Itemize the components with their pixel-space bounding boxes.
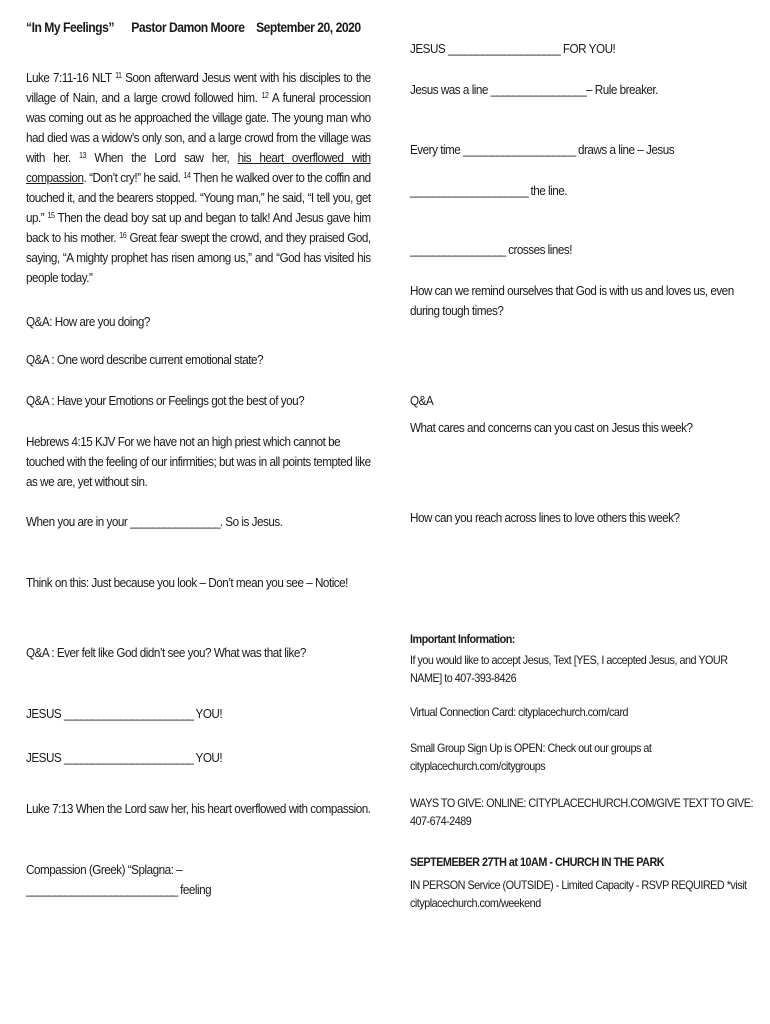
scripture-passage [26,68,371,288]
fill-in-blank: _____________________ [410,183,528,198]
jesus-was-a-line [410,80,755,100]
qa-how-are-you: Q&A: How are you doing? [26,314,150,329]
luke-7-13: Luke 7:13 When the Lord saw her, his heart overflowed with compassion. [26,801,371,816]
jesus-word: JESUS [26,750,62,765]
verse-number: 13 [79,151,87,160]
info-accept-jesus: If you would like to accept Jesus, Text [YES, I accepted Jesus, and YOUR NAME] to 407-393-8426 [410,653,728,685]
verse-text: When the Lord saw her, [94,150,230,165]
verse-text: Soon afterward Jesus went with his disciples to the village of Nain, and a large crowd followed him. [26,70,371,105]
line-text: Jesus was a line [410,82,488,97]
fill-in-blank: ____________________ [463,142,576,157]
the-line-text: the line. [530,183,568,198]
jesus-word: JESUS [410,41,446,56]
you-word: YOU! [195,750,223,765]
draws-text: draws a line – Jesus [577,142,675,157]
cares-question: What cares and concerns can you cast on Jesus this week? [410,420,693,435]
when-text-end: . So is Jesus. [219,514,283,529]
qa-felt-unseen: Q&A : Ever felt like God didn’t see you? What was that like? [26,645,306,660]
fill-in-blank: ____________________ [447,41,561,56]
sermon-date: September 20, 2020 [256,20,361,35]
scripture-ref: Luke 7:11-16 NLT [26,70,112,85]
verse-text: . “Don’t cry!” he said. [83,170,181,185]
for-you-text: FOR YOU! [562,41,616,56]
event-detail: IN PERSON Service (OUTSIDE) - Limited Capacity - RSVP REQUIRED *visit cityplacechurch.com/weekend [410,878,747,910]
verse-text: Then he walked over to the coffin and touched it, and the bearers stopped. “Young man,” he said, “I tell you, get up.” [26,170,371,225]
remind-question: How can we remind ourselves that God is with us and loves us, even during tough times? [410,283,734,318]
sermon-title: “In My Feelings” [26,20,114,35]
jesus-you-line [26,704,371,724]
verse-text: Then the dead boy sat up and began to talk! And Jesus gave him back to his mother. [26,210,371,245]
verse-number: 16 [119,231,127,240]
fill-in-blank: _________________ [410,242,506,257]
jesus-for-you-line [410,39,755,59]
fill-in-blank: ________________ [130,514,220,529]
qa-heading: Q&A [410,393,434,408]
fill-in-blank: ___________________________ [26,882,178,897]
event-heading: SEPTEMEBER 27TH at 10AM - CHURCH IN THE PARK [410,855,665,869]
compassion-blank-line [26,880,371,900]
reach-question: How can you reach across lines to love others this week? [410,510,680,525]
every-time-line [410,140,755,160]
rule-breaker-text: – Rule breaker. [586,82,658,97]
speaker-name: Pastor Damon Moore [131,20,245,35]
you-word: YOU! [195,706,223,721]
verse-number: 15 [47,211,55,220]
crosses-lines-line [410,240,755,260]
verse-number: 11 [115,71,122,80]
fill-in-blank: _______________________ [63,750,193,765]
fill-in-blank: _________________ [490,82,587,97]
verse-number: 12 [261,91,269,100]
jesus-word: JESUS [26,706,62,721]
the-line-line [410,181,755,201]
sermon-header [26,18,371,38]
qa-emotional-state: Q&A : One word describe current emotional state? [26,352,264,367]
when-text: When you are in your [26,514,128,529]
jesus-you-line [26,748,371,768]
info-connection-card: Virtual Connection Card: cityplacechurch.com/card [410,705,629,719]
info-ways-to-give: WAYS TO GIVE: ONLINE: CITYPLACECHURCH.COM/GIVE TEXT TO GIVE: 407-674-2489 [410,796,753,828]
verse-text: A funeral procession was coming out as he approached the village gate. The young man who had died was a widow’s only son, and a large crowd from the village was with her. [26,90,371,165]
underlined-phrase: his heart overflowed with compassion [26,150,371,185]
fill-in-blank: _______________________ [63,706,193,721]
verse-text: Great fear swept the crowd, and they praised God, saying, “A mighty prophet has risen among us,” and “God has visited his people today.” [26,230,371,285]
verse-number: 14 [183,171,191,180]
feeling-word: feeling [180,882,212,897]
qa-emotions: Q&A : Have your Emotions or Feelings got the best of you? [26,393,305,408]
info-heading: Important Information: [410,632,515,646]
every-text: Every time [410,142,461,157]
crosses-text: crosses lines! [508,242,573,257]
info-small-group: Small Group Sign Up is OPEN: Check out our groups at cityplacechurch.com/citygroups [410,741,652,773]
compassion-greek: Compassion (Greek) “Splagna: – [26,862,183,877]
hebrews-verse: Hebrews 4:15 KJV For we have not an high priest which cannot be touched with the feeling of our infirmities; but was in all points tempted like as we are, yet without sin. [26,434,371,489]
when-you-are-line [26,512,371,532]
think-on-this: Think on this: Just because you look – Don’t mean you see – Notice! [26,575,348,590]
